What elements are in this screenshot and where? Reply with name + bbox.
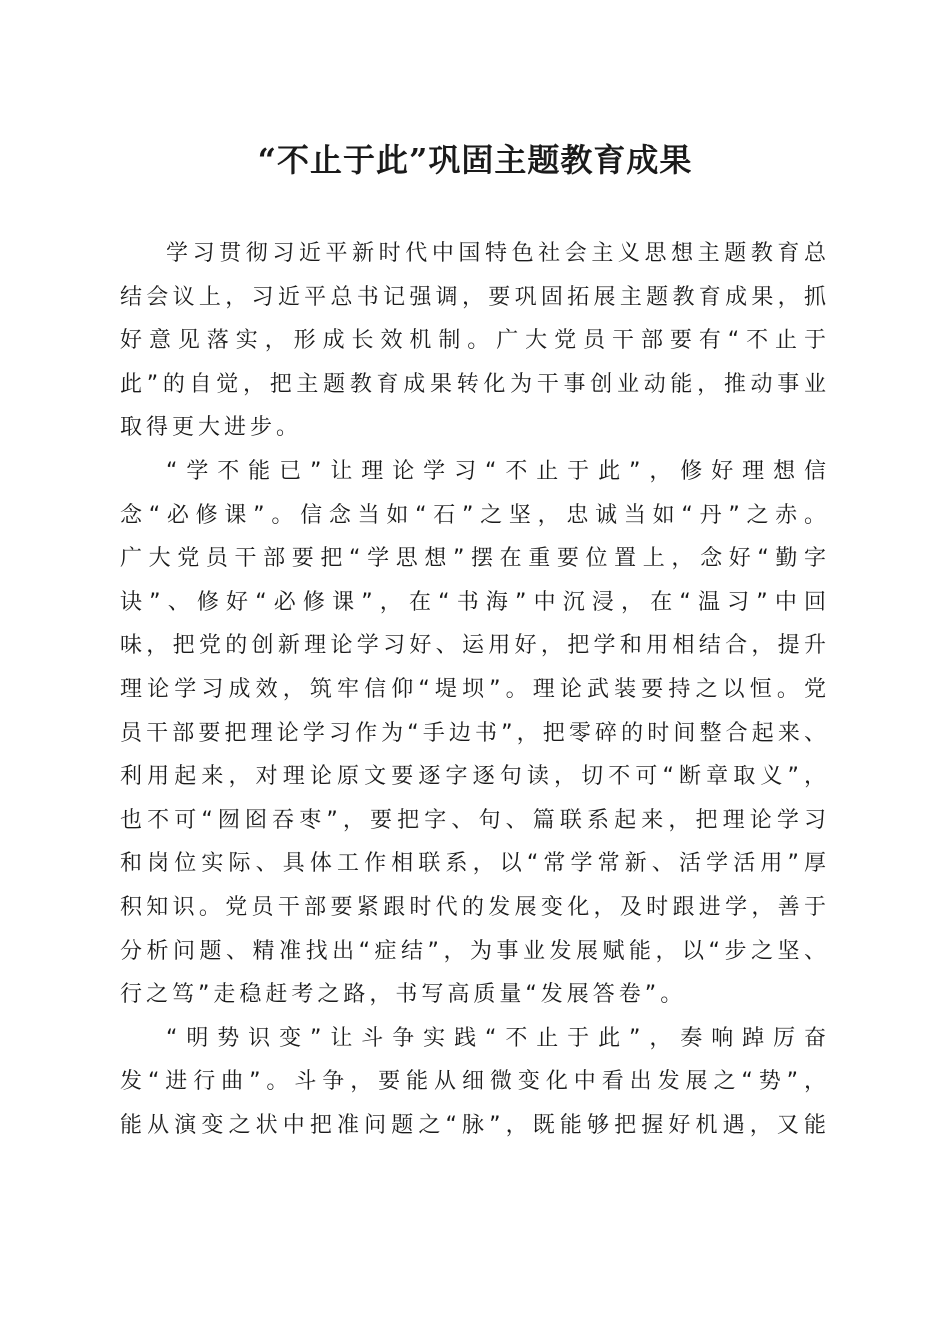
text-line: 积知识。党员干部要紧跟时代的发展变化，及时跟进学，善于 bbox=[120, 894, 826, 920]
paragraph-3 bbox=[120, 1017, 826, 1148]
text-line: 利用起来，对理论原文要逐字逐句读，切不可“断章取义”， bbox=[120, 764, 826, 790]
text-line: 好意见落实，形成长效机制。广大党员干部要有“不止于 bbox=[120, 328, 826, 354]
text-line: 发“进行曲”。斗争，要能从细微变化中看出发展之“势”， bbox=[120, 1069, 826, 1095]
paragraph-2 bbox=[120, 450, 826, 1017]
text-line: 此”的自觉，把主题教育成果转化为干事创业动能，推动事业 bbox=[120, 371, 826, 397]
text-line: 诀”、修好“必修课”，在“书海”中沉浸，在“温习”中回 bbox=[120, 589, 826, 615]
text-line: 员干部要把理论学习作为“手边书”，把零碎的时间整合起来、 bbox=[120, 720, 826, 746]
text-line: 念“必修课”。信念当如“石”之坚，忠诚当如“丹”之赤。 bbox=[120, 502, 826, 528]
text-line: 也不可“囫囵吞枣”，要把字、句、篇联系起来，把理论学习 bbox=[120, 807, 826, 833]
text-line: 结会议上，习近平总书记强调，要巩固拓展主题教育成果，抓 bbox=[120, 284, 826, 310]
text-line: 广大党员干部要把“学思想”摆在重要位置上，念好“勤字 bbox=[120, 546, 826, 572]
text-line: 理论学习成效，筑牢信仰“堤坝”。理论武装要持之以恒。党 bbox=[120, 676, 826, 702]
document-title: “不止于此”巩固主题教育成果 bbox=[257, 141, 693, 179]
text-line: 分析问题、精准找出“症结”，为事业发展赋能，以“步之坚、 bbox=[120, 938, 826, 964]
text-line: 取得更大进步。 bbox=[120, 415, 303, 441]
text-line: “明势识变”让斗争实践“不止于此”，奏响踔厉奋 bbox=[166, 1025, 826, 1051]
paragraph-1 bbox=[120, 232, 826, 450]
document-body bbox=[120, 232, 826, 1147]
text-line: 能从演变之状中把准问题之“脉”，既能够把握好机遇，又能 bbox=[120, 1112, 826, 1138]
text-line: 味，把党的创新理论学习好、运用好，把学和用相结合，提升 bbox=[120, 633, 826, 659]
text-line: “学不能已”让理论学习“不止于此”，修好理想信 bbox=[166, 458, 826, 484]
text-line: 学习贯彻习近平新时代中国特色社会主义思想主题教育总 bbox=[166, 241, 826, 266]
text-line: 行之笃”走稳赶考之路，书写高质量“发展答卷”。 bbox=[120, 982, 687, 1008]
text-line: 和岗位实际、具体工作相联系，以“常学常新、活学活用”厚 bbox=[120, 851, 826, 877]
